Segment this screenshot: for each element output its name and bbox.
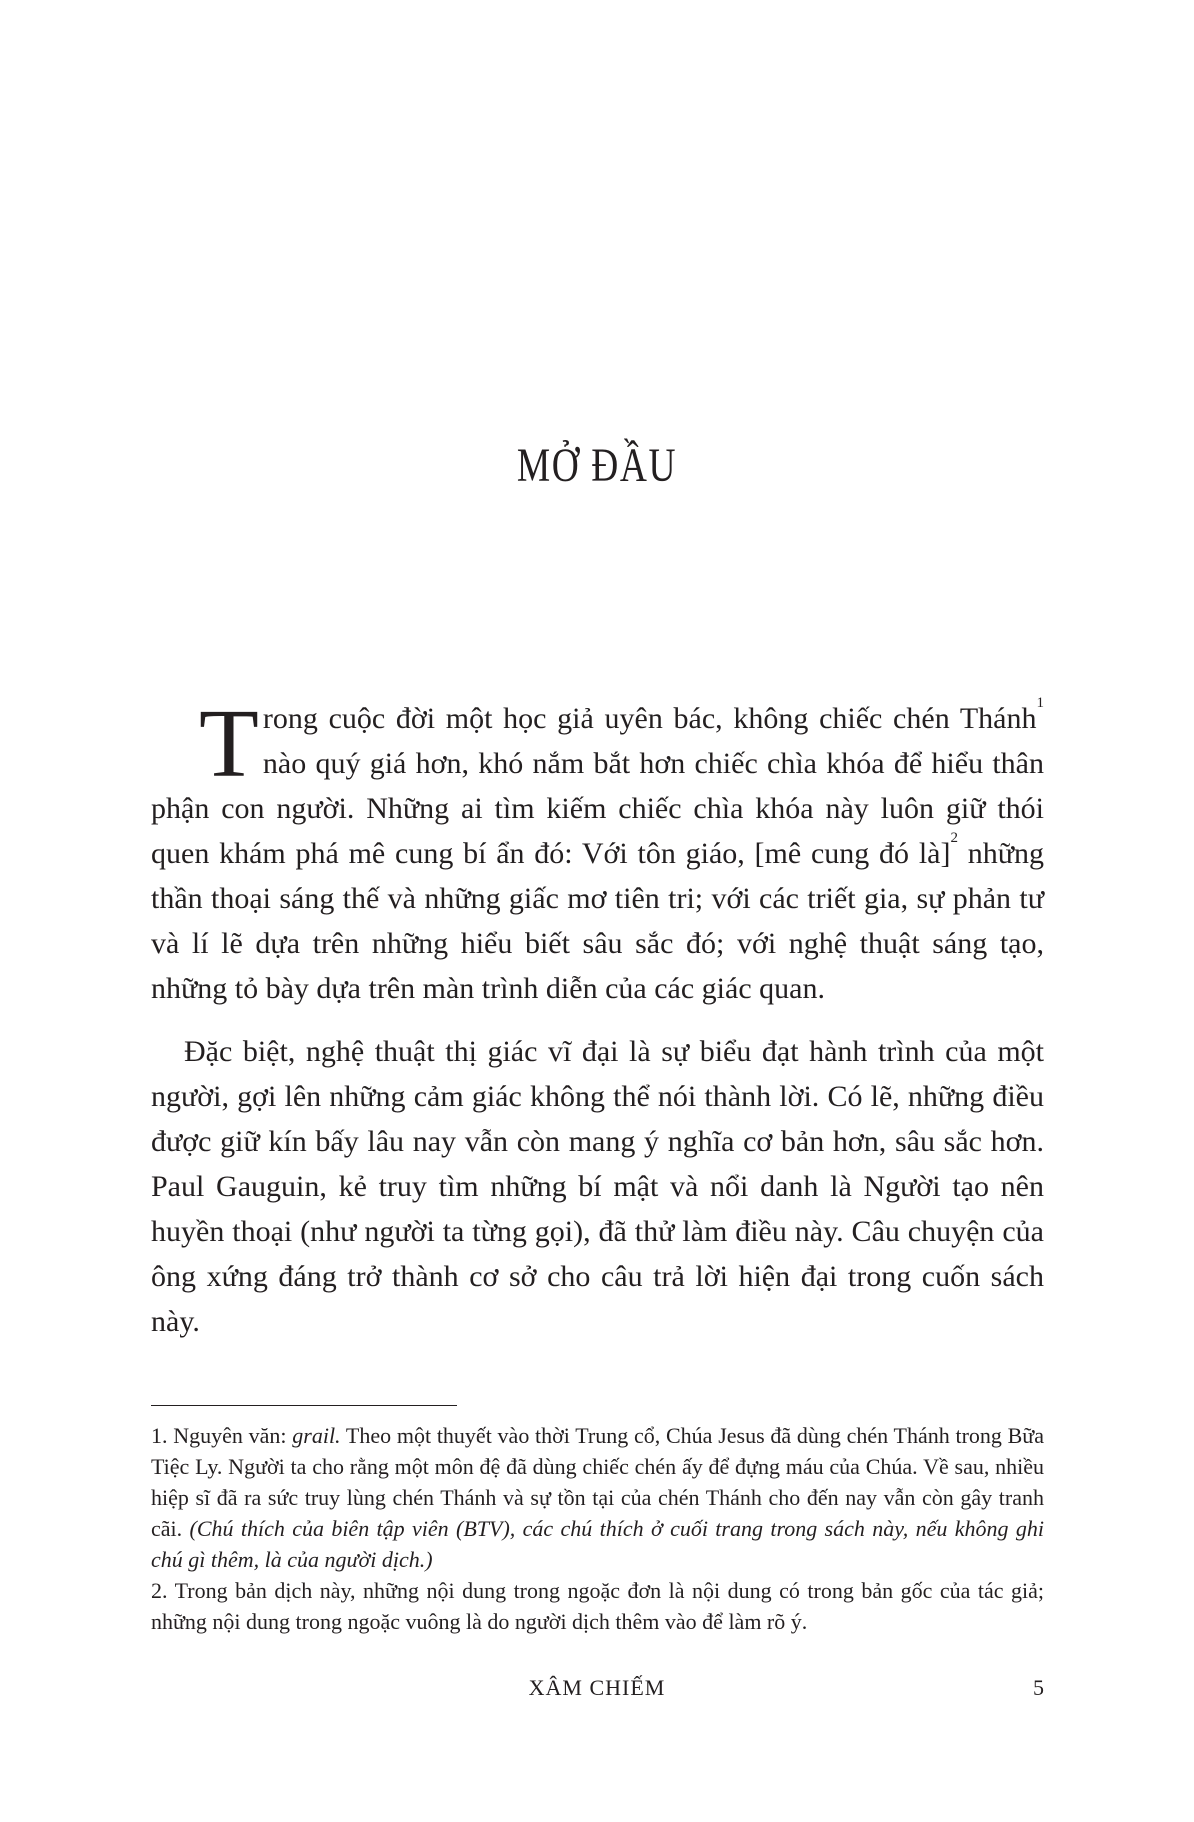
drop-cap: T: [199, 690, 259, 798]
footnote-1-term: grail.: [292, 1423, 341, 1448]
paragraph-2: Đặc biệt, nghệ thuật thị giác vĩ đại là sự biểu đạt hành trình của một người, gợi lên những cảm giác không thể nói thành lời. Có lẽ, những điều được giữ kín bấy lâu nay vẫn còn mang ý nghĩa cơ bản hơn, sâu sắc hơn. Paul Gauguin, kẻ truy tìm những bí mật và nổi danh là Người tạo nên huyền thoại (như người ta từng gọi), đã thử làm điều này. Câu chuyện của ông xứng đáng trở thành cơ sở cho câu trả lời hiện đại trong cuốn sách này.: [151, 1035, 1044, 1338]
paragraph-1-text-b: nào quý giá hơn, khó nắm bắt hơn chiếc chìa khóa để hiểu thân phận con người. Những ai tìm kiếm chiếc chìa khóa này luôn giữ thói quen khám phá mê cung bí ẩn đó: Với tôn giáo, [mê cung đó là]: [151, 747, 1044, 870]
footnote-1: [151, 1420, 1044, 1575]
footnote-ref-2: 2: [950, 830, 958, 846]
page-number: 5: [1033, 1675, 1044, 1700]
chapter-title: MỞ ĐẦU: [516, 439, 678, 492]
footnote-1-text: Theo một thuyết vào thời Trung cổ, Chúa Jesus đã dùng chén Thánh trong Bữa Tiệc Ly. Người ta cho rằng một môn đệ đã dùng chiếc chén ấy để đựng máu của Chúa. Về sau, nhiều hiệp sĩ đã ra sức truy lùng chén Thánh và sự tồn tại của chén Thánh cho đến nay vẫn còn gây tranh cãi.: [151, 1423, 1044, 1541]
footnote-1-prefix: 1. Nguyên văn:: [151, 1423, 293, 1448]
paragraph-1-text-a: rong cuộc đời một học giả uyên bác, không chiếc chén Thánh: [262, 702, 1037, 735]
footnote-1-editor-note: (Chú thích của biên tập viên (BTV), các chú thích ở cuối trang trong sách này, nếu không ghi chú gì thêm, là của người dịch.): [151, 1516, 1044, 1572]
footnote-divider: [151, 1405, 457, 1406]
body-text: [151, 690, 1045, 1344]
running-title: XÂM CHIẾM: [528, 1675, 666, 1700]
footnote-ref-1: 1: [1036, 695, 1044, 711]
footnote-2: 2. Trong bản dịch này, những nội dung trong ngoặc đơn là nội dung có trong bản gốc của tác giả; những nội dung trong ngoặc vuông là do người dịch thêm vào để làm rõ ý.: [151, 1578, 1044, 1634]
paragraph-1: [151, 690, 1045, 1011]
footnotes: [151, 1420, 1044, 1637]
paragraph-1-text-c: những thần thoại sáng thế và những giấc mơ tiên tri; với các triết gia, sự phản tư và lí lẽ dựa trên những hiểu biết sâu sắc đó; với nghệ thuật sáng tạo, những tỏ bày dựa trên màn trình diễn của các giác quan.: [151, 837, 1045, 1005]
